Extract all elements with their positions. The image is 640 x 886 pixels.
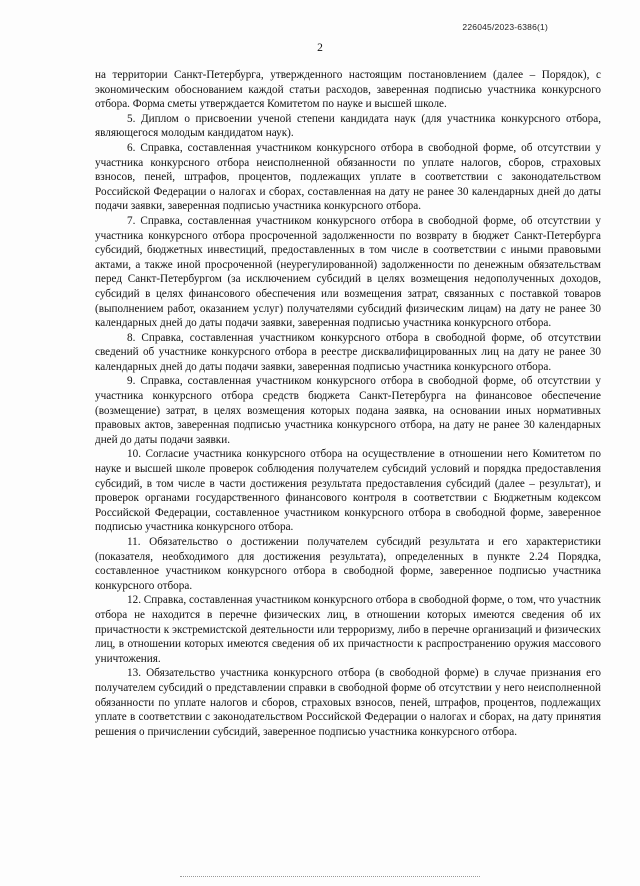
scan-edge-divider xyxy=(180,876,480,878)
page-number: 2 xyxy=(317,42,323,54)
document-body xyxy=(95,68,601,739)
paragraph-item-5: 5. Диплом о присвоении ученой степени кандидата наук (для участника конкурсного отбора, являющегося молодым кандидатом наук). xyxy=(95,112,601,140)
paragraph-item-9: 9. Справка, составленная участником конкурсного отбора в свободной форме, об отсутствии у участника конкурсного отбора средств бюджета Санкт-Петербурга на финансовое обеспечение (возмещение) затрат, в целях возмещения которых подана заявка, на основании иных нормативных правовых актов, заверенная подписью участника конкурсного отбора, на дату не ранее 30 календарных дней до даты подачи заявки. xyxy=(95,375,601,446)
paragraph-item-6: 6. Справка, составленная участником конкурсного отбора в свободной форме, об отсутствии у участника конкурсного отбора неисполненной обязанности по уплате налогов, сборов, страховых взносов, пеней, штрафов, процентов, подлежащих уплате в соответствии с законодательством Российской Федерации о налогах и сборах, составленная на дату не ранее 30 календарных дней до даты подачи заявки, заверенная подписью участника конкурсного отбора. xyxy=(95,141,601,213)
paragraph-continuation: на территории Санкт-Петербурга, утвержденного настоящим постановлением (далее – Порядок), с экономическим обоснованием каждой статьи расходов, заверенная подписью участника конкурсного отбора. Форма сметы утверждается Комитетом по науке и высшей школе. xyxy=(95,69,601,111)
paragraph-item-7: 7. Справка, составленная участником конкурсного отбора в свободной форме, об отсутствии у участника конкурсного отбора просроченной задолженности по возврату в бюджет Санкт-Петербурга субсидий, бюджетных инвестиций, предоставленных в том числе в соответствии с иными правовыми актами, а также иной просроченной (неурегулированной) задолженности по денежным обязательствам перед Санкт-Петербургом (за исключением субсидий в целях возмещения недополученных доходов, субсидий в целях финансового обеспечения или возмещения затрат, связанных с поставкой товаров (выполнением работ, оказанием услуг) получателями субсидий физическим лицам) на дату не ранее 30 календарных дней до даты подачи заявки, заверенная подписью участника конкурсного отбора. xyxy=(95,214,601,330)
paragraph-item-11: 11. Обязательство о достижении получателем субсидий результата и его характеристики (показателя, необходимого для достижения результата), определенных в пункте 2.24 Порядка, составленное участником конкурсного отбора в свободной форме, заверенное подписью участника конкурсного отбора. xyxy=(95,536,601,592)
document-number: 226045/2023-6386(1) xyxy=(462,22,548,32)
paragraph-item-13: 13. Обязательство участника конкурсного отбора (в свободной форме) в случае признания его получателем субсидий о представлении справки в свободной форме об отсутствии у него неисполненной обязанности по уплате налогов и сборов, страховых взносов, пеней, штрафов, процентов, подлежащих уплате в соответствии с законодательством Российской Федерации о налогах и сборах, на дату принятия решения о причислении субсидий, заверенное подписью участника конкурсного отбора. xyxy=(95,667,601,738)
paragraph-item-8: 8. Справка, составленная участником конкурсного отбора в свободной форме, об отсутствии сведений об участнике конкурсного отбора в реестре дисквалифицированных лиц на дату не ранее 30 календарных дней до даты подачи заявки, заверенная подписью участника конкурсного отбора. xyxy=(95,331,601,373)
paragraph-item-12: 12. Справка, составленная участником конкурсного отбора в свободной форме, о том, что участник отбора не находится в перечне физических лиц, в отношении которых имеются сведения об их причастности к экстремистской деятельности или терроризму, либо в перечне организаций и физических лиц, в отношении которых имеются сведения об их причастности к распространению оружия массового уничтожения. xyxy=(95,594,601,665)
paragraph-item-10: 10. Согласие участника конкурсного отбора на осуществление в отношении него Комитетом по науке и высшей школе проверок соблюдения получателем субсидий условий и порядка предоставления субсидий, в том числе в части достижения результата предоставления субсидий (далее – результат), и проверок органами государственного финансового контроля в соответствии с Бюджетным кодексом Российской Федерации, составленное участником конкурсного отбора в свободной форме, заверенное подписью участника конкурсного отбора. xyxy=(95,448,601,534)
